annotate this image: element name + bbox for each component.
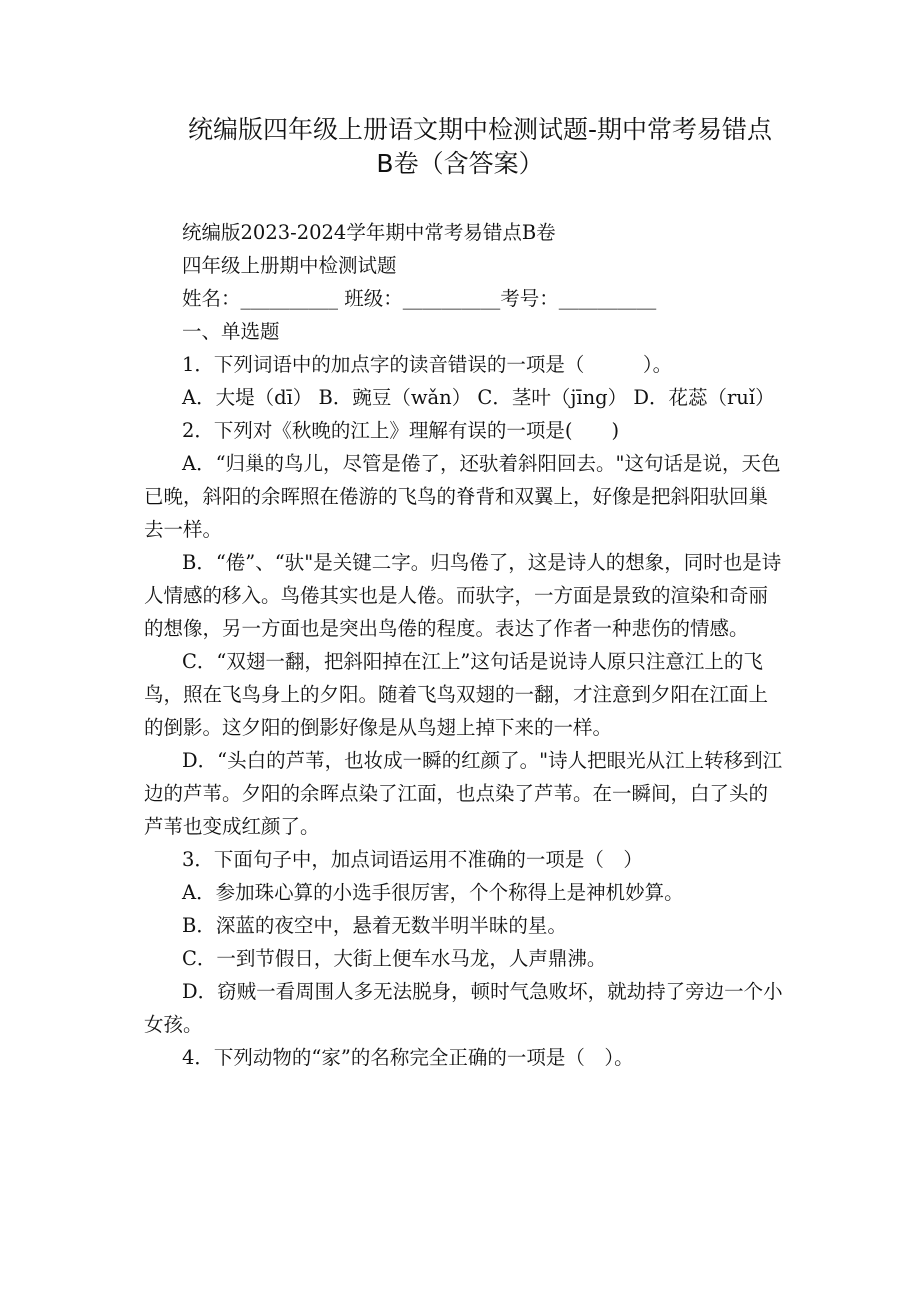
edition-line: 统编版2023-2024学年期中常考易错点B卷 xyxy=(182,221,556,244)
document-title-line-1: 统编版四年级上册语文期中检测试题-期中常考易错点 xyxy=(187,115,773,144)
question-3-option-b: B．深蓝的夜空中，悬着无数半明半昧的星。 xyxy=(182,914,567,937)
question-1-options: A．大堤（dī） B．豌豆（wǎn） C．茎叶（jīng） D．花蕊（ruǐ） xyxy=(182,386,775,409)
student-info-line: 姓名：__________ 班级：__________考号：__________ xyxy=(182,287,657,310)
section-heading: 一、单选题 xyxy=(182,320,280,343)
question-2-option-a: A．“归巢的鸟儿，尽管是倦了，还驮着斜阳回去。"这句话是说，天色已晚，斜阳的余晖照在倦游的飞鸟的脊背和双翼上，好像是把斜阳驮回巢去一样。 xyxy=(144,452,781,541)
exam-subtitle: 四年级上册期中检测试题 xyxy=(182,254,397,277)
question-3-stem: 3．下面句子中，加点词语运用不准确的一项是（ ） xyxy=(182,848,643,871)
question-2-stem: 2．下列对《秋晚的江上》理解有误的一项是( ) xyxy=(182,419,620,442)
question-2-option-b: B．“倦”、“驮"是关键二字。归鸟倦了，这是诗人的想象，同时也是诗人情感的移入。鸟倦其实也是人倦。而驮字，一方面是景致的渲染和奇丽的想像，另一方面也是突出鸟倦的程度。表达了作者一种悲伤的情感。 xyxy=(144,551,782,640)
question-1-stem: 1．下列词语中的加点字的读音错误的一项是（ ）。 xyxy=(182,353,673,376)
question-3-option-d: D．窃贼一看周围人多无法脱身，顿时气急败坏，就劫持了旁边一个小女孩。 xyxy=(144,980,783,1036)
question-2-option-c: C．“双翅一翻，把斜阳掉在江上”这句话是说诗人原只注意江上的飞鸟，照在飞鸟身上的夕阳。随着飞鸟双翅的一翻，才注意到夕阳在江面上的倒影。这夕阳的倒影好像是从鸟翅上掉下来的一样。 xyxy=(144,650,769,739)
document-title-line-2: B卷（含答案） xyxy=(376,149,544,178)
question-3-option-a: A．参加珠心算的小选手很厉害，个个称得上是神机妙算。 xyxy=(182,881,684,904)
question-3-option-c: C．一到节假日，大街上便车水马龙，人声鼎沸。 xyxy=(182,947,607,970)
question-4-stem: 4．下列动物的“家”的名称完全正确的一项是（ ）。 xyxy=(182,1046,634,1069)
question-2-option-d: D．“头白的芦苇，也妆成一瞬的红颜了。"诗人把眼光从江上转移到江边的芦苇。夕阳的余晖点染了江面，也点染了芦苇。在一瞬间，白了头的芦苇也变成红颜了。 xyxy=(144,749,783,838)
document-body xyxy=(144,216,784,1074)
